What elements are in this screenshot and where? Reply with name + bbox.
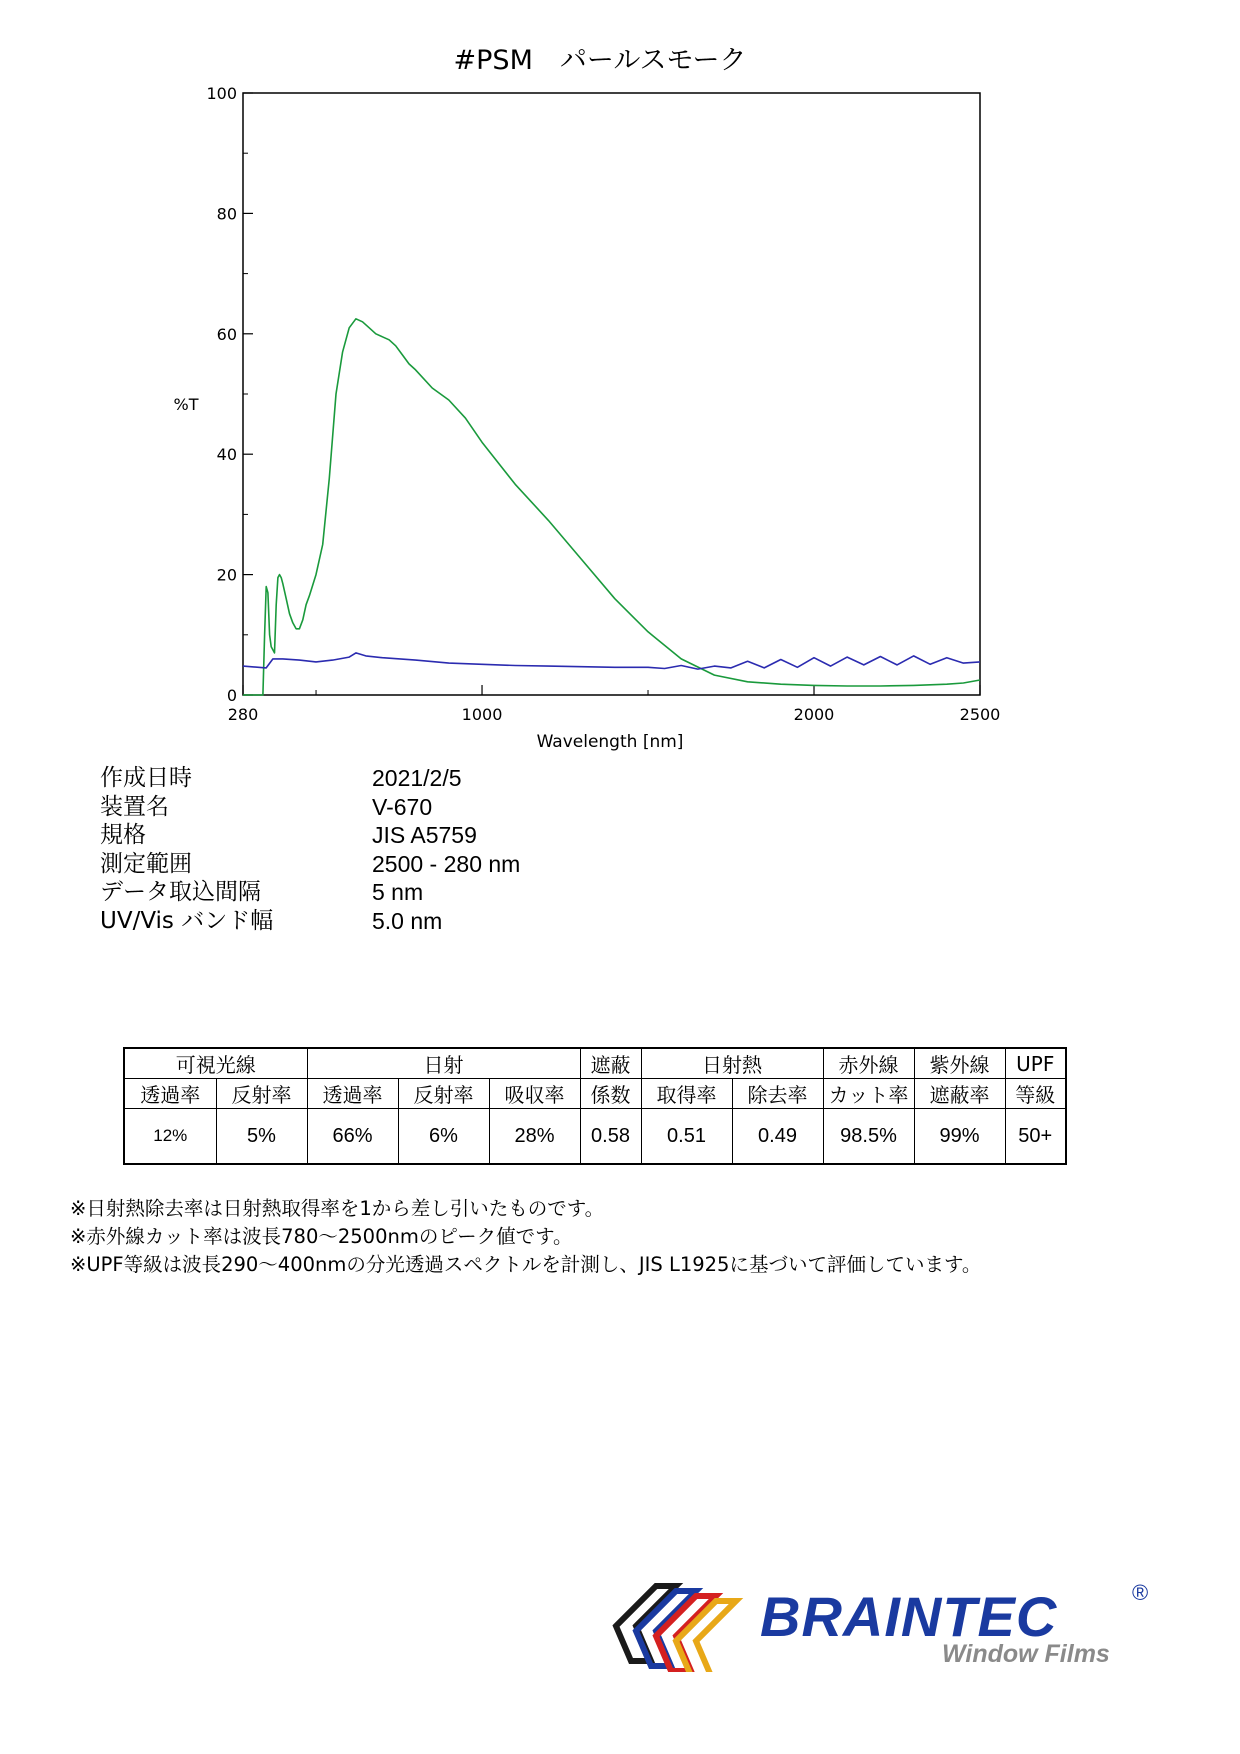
braintec-logo (612, 1580, 1172, 1680)
value-uv-block: 99% (914, 1109, 1005, 1165)
header-sol-transmittance: 透過率 (307, 1079, 398, 1109)
y-tick-label: 40 (216, 445, 237, 465)
header-upf-top: UPF (1005, 1048, 1066, 1079)
header-ir-bottom: カット率 (823, 1079, 914, 1109)
brand-name: BRAINTEC (760, 1585, 1058, 1648)
y-tick-label: 20 (216, 565, 237, 585)
series-line-2 (243, 653, 980, 669)
meta-value: JIS A5759 (372, 822, 477, 848)
y-tick-label: 0 (226, 686, 237, 705)
meta-key: UV/Vis バンド幅 (100, 907, 274, 934)
header-sol-absorptance: 吸収率 (489, 1079, 580, 1109)
header-uv-bottom: 遮蔽率 (914, 1079, 1005, 1109)
value-shading-coefficient: 0.58 (580, 1109, 641, 1165)
meta-value: 2021/2/5 (372, 765, 462, 791)
meta-value: V-670 (372, 793, 433, 820)
performance-table (123, 1047, 1067, 1165)
chart-title: #PSM パールスモーク (453, 45, 747, 76)
meta-key: 装置名 (100, 793, 169, 820)
value-heat-rejection: 0.49 (732, 1109, 823, 1165)
series-line-1 (243, 319, 980, 695)
y-axis-label: %T (173, 395, 199, 414)
header-uv-top: 紫外線 (914, 1048, 1005, 1079)
value-vis-transmittance: 12% (124, 1109, 216, 1165)
chart-axes (243, 93, 980, 695)
header-vis-reflectance: 反射率 (216, 1079, 307, 1109)
x-tick-label: 1000 (461, 705, 503, 724)
value-sol-reflectance: 6% (398, 1109, 489, 1165)
meta-key: 作成日時 (100, 765, 192, 791)
meta-key: データ取込間隔 (100, 879, 261, 905)
meta-value: 5.0 nm (372, 907, 443, 934)
footnote: ※日射熱除去率は日射熱取得率を1から差し引いたものです。 (70, 1197, 605, 1220)
value-sol-absorptance: 28% (489, 1109, 580, 1165)
meta-key: 測定範囲 (100, 850, 192, 877)
header-vis-transmittance: 透過率 (124, 1079, 216, 1109)
brand-subtitle: Window Films (942, 1640, 1110, 1668)
meta-key: 規格 (100, 822, 146, 848)
chart-ticks (206, 84, 1000, 724)
y-tick-label: 100 (206, 84, 237, 103)
meta-value: 5 nm (372, 879, 424, 905)
transmittance-chart (150, 78, 1030, 768)
meta-value: 2500 - 280 nm (372, 850, 521, 877)
header-solar-heat: 日射熱 (641, 1048, 823, 1079)
logo-stripe (676, 1601, 736, 1672)
y-tick-label: 80 (216, 204, 237, 224)
header-heat-gain: 取得率 (641, 1079, 732, 1109)
footnote: ※UPF等級は波長290～400nmの分光透過スペクトルを計測し、JIS L1925に基づいて評価しています。 (70, 1253, 982, 1276)
plot-frame (243, 93, 980, 695)
footnote: ※赤外線カット率は波長780～2500nmのピーク値です。 (70, 1225, 573, 1248)
header-upf-bottom: 等級 (1005, 1079, 1066, 1109)
header-visible-light: 可視光線 (124, 1048, 307, 1079)
x-tick-label: 280 (227, 705, 259, 724)
header-sol-reflectance: 反射率 (398, 1079, 489, 1109)
value-sol-transmittance: 66% (307, 1109, 398, 1165)
x-tick-label: 2000 (793, 705, 835, 724)
value-upf-grade: 50+ (1005, 1109, 1066, 1165)
header-shading-bottom: 係数 (580, 1079, 641, 1109)
chart-series-layer (243, 319, 980, 695)
header-solar: 日射 (307, 1048, 580, 1079)
x-tick-label: 2500 (959, 705, 1001, 724)
header-shading-top: 遮蔽 (580, 1048, 641, 1079)
value-heat-gain: 0.51 (641, 1109, 732, 1165)
footnotes (70, 1195, 981, 1279)
value-vis-reflectance: 5% (216, 1109, 307, 1165)
braintec-stripes-icon (612, 1582, 757, 1672)
header-ir-top: 赤外線 (823, 1048, 914, 1079)
header-heat-rejection: 除去率 (732, 1079, 823, 1109)
value-ir-cut: 98.5% (823, 1109, 914, 1165)
y-tick-label: 60 (216, 324, 237, 344)
x-axis-label: Wavelength [nm] (536, 732, 684, 752)
registered-mark: ® (1132, 1580, 1149, 1605)
